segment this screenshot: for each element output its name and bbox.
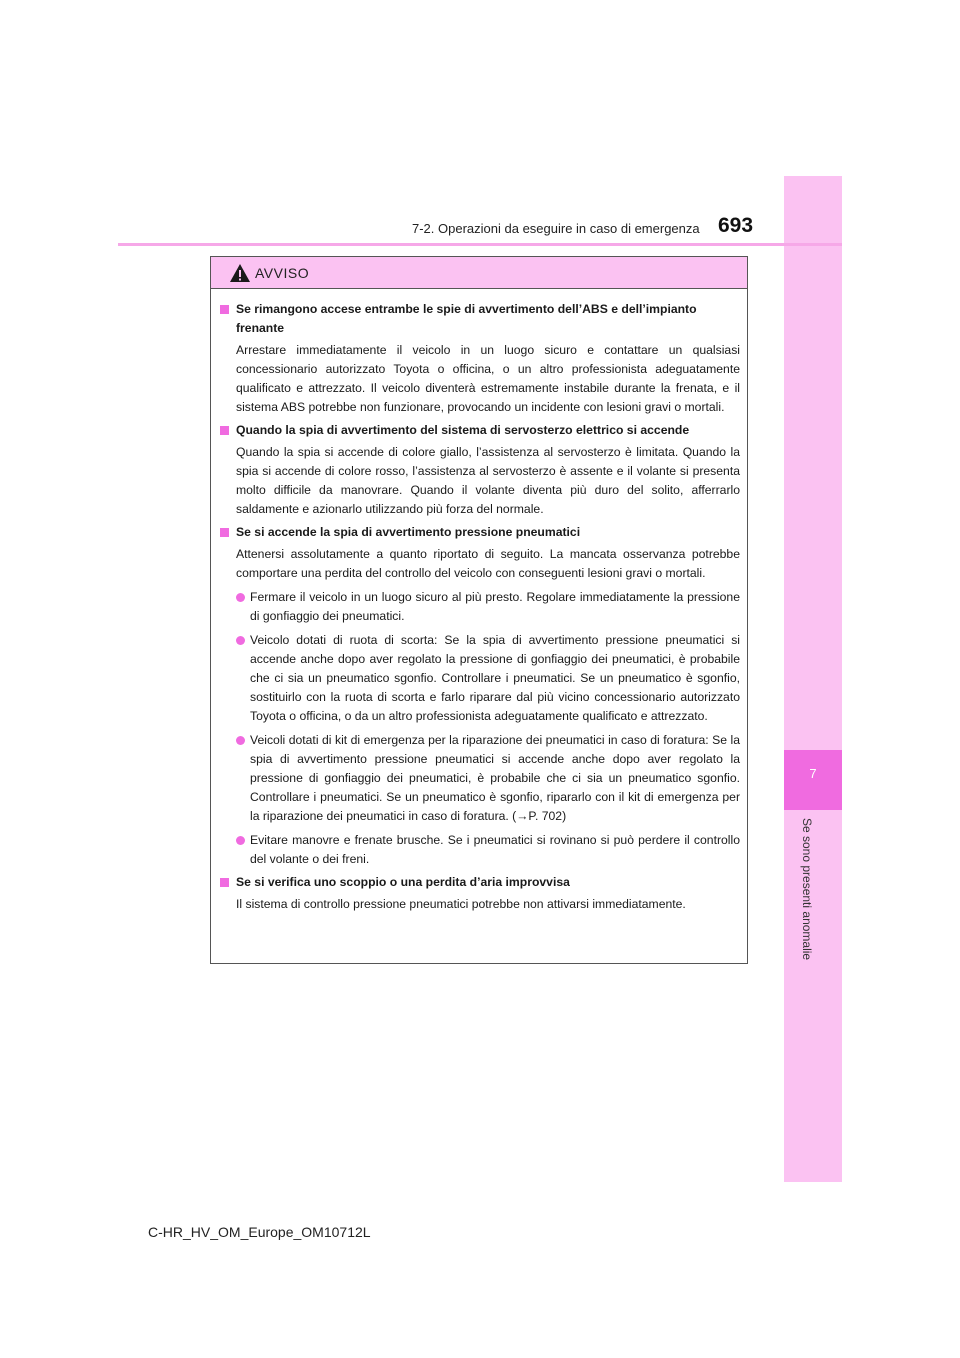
document-code: C-HR_HV_OM_Europe_OM10712L <box>148 1224 371 1240</box>
warning-body <box>211 289 747 914</box>
warning-box <box>210 256 748 964</box>
warning-item-text: Quando la spia si accende di colore giallo, l’assistenza al servosterzo è limitata. Quando la spia si accende di colore rosso, l’assistenza al servosterzo è assente e il volante si presenta molto difficile da manovrare. Quando il volante diventa più duro del solito, afferrarlo saldamente e azionarlo utilizzando più forza del normale. <box>236 445 740 516</box>
warning-sub-item: Veicoli dotati di kit di emergenza per la riparazione dei pneumatici in caso di foratura: Se la spia di avvertimento pressione pneumatici si accende anche dopo aver regolato la pressione di gonfiaggio dei pneumatici, è probabile che ci sia un pneumatico sgonfio. Controllare i pneumatici. Se un pneumatico è sgonfio, ripararlo con il kit di emergenza per la riparazione dei pneumatici in caso di foratura. (→P. 702) <box>236 731 740 826</box>
header-rule <box>118 243 842 246</box>
round-bullet-icon <box>236 593 245 602</box>
warning-item-heading: Se si verifica uno scoppio o una perdita d’aria improvvisa <box>219 873 740 892</box>
page-number: 693 <box>718 214 754 237</box>
chapter-title: Se sono presenti anomalie <box>800 818 814 961</box>
warning-item-heading: Quando la spia di avvertimento del sistema di servosterzo elettrico si accende <box>219 421 740 440</box>
round-bullet-icon <box>236 736 245 745</box>
square-bullet-icon <box>220 426 229 435</box>
warning-item-text: Il sistema di controllo pressione pneumatici potrebbe non attivarsi immediatamente. <box>236 897 686 911</box>
warning-item-heading: Se rimangono accese entrambe le spie di avvertimento dell’ABS e dell’impianto frenante <box>219 300 740 338</box>
warning-title: AVVISO <box>255 264 310 281</box>
warning-item-text: Attenersi assolutamente a quanto riportato di seguito. La mancata osservanza potrebbe comportare una perdita del controllo del veicolo con conseguenti lesioni gravi o mortali. <box>236 547 740 580</box>
warning-sub-item: Fermare il veicolo in un luogo sicuro al più presto. Regolare immediatamente la pressione di gonfiaggio dei pneumatici. <box>236 588 740 626</box>
round-bullet-icon <box>236 836 245 845</box>
square-bullet-icon <box>220 305 229 314</box>
warning-item-heading: Se si accende la spia di avvertimento pressione pneumatici <box>219 523 740 542</box>
warning-item-text: Arrestare immediatamente il veicolo in un luogo sicuro e contattare un qualsiasi concessionario autorizzato Toyota o officina, o un altro professionista adeguatamente qualificato e attrezzato. Il veicolo diventerà estremamente instabile durante la frenata, e il sistema ABS potrebbe non funzionare, provocando un incidente con lesioni gravi o mortali. <box>236 343 740 414</box>
square-bullet-icon <box>220 878 229 887</box>
chapter-number: 7 <box>809 766 817 781</box>
section-title: 7-2. Operazioni da eseguire in caso di emergenza <box>412 221 700 236</box>
warning-sub-item: Evitare manovre e frenate brusche. Se i pneumatici si rovinano si può perdere il controllo del volante o dei freni. <box>236 831 740 869</box>
warning-triangle-icon <box>229 263 251 283</box>
warning-header <box>211 257 747 289</box>
round-bullet-icon <box>236 636 245 645</box>
warning-sub-item: Veicolo dotati di ruota di scorta: Se la spia di avvertimento pressione pneumatici si accende anche dopo aver regolato la pressione di gonfiaggio dei pneumatici, è probabile che ci sia un pneumatico sgonfio. Controllare i pneumatici. Se un pneumatico è sgonfio, sostituirlo con la ruota di scorta e farlo riparare dal più vicino concessionario autorizzato Toyota o officina, o da un altro professionista adeguatamente qualificato e attrezzato. <box>236 631 740 726</box>
chapter-side-tab <box>784 176 842 1182</box>
square-bullet-icon <box>220 528 229 537</box>
